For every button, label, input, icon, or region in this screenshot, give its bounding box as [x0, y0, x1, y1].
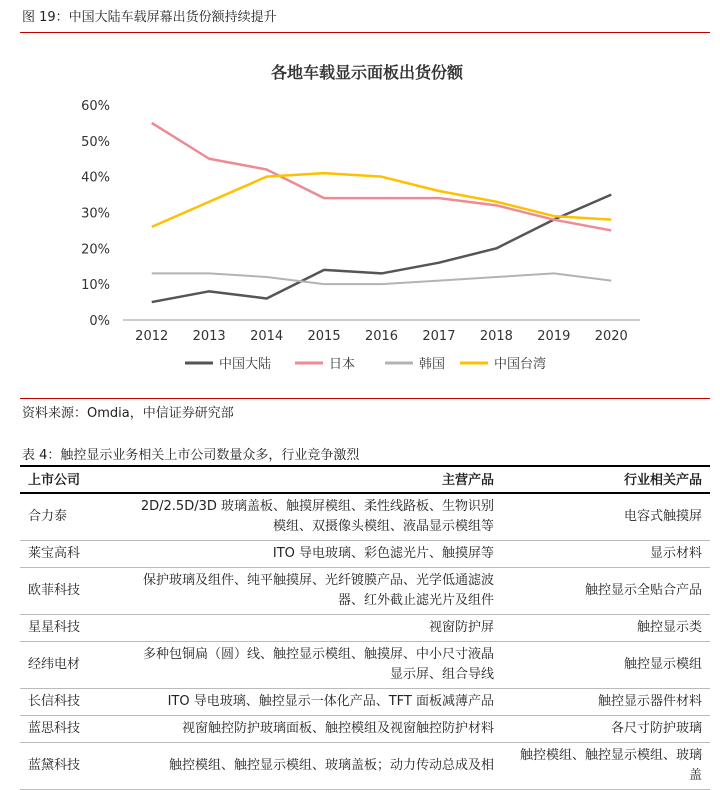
series-line [152, 273, 612, 284]
figure-source: 资料来源：Omdia，中信证券研究部 [22, 406, 234, 421]
table-row [20, 689, 710, 716]
legend-label: 中国台湾 [494, 357, 547, 372]
table-row [20, 642, 710, 689]
x-tick-label: 2014 [250, 329, 284, 344]
legend-label: 中国大陆 [219, 357, 272, 372]
y-tick-label: 0% [89, 314, 110, 329]
x-tick-label: 2020 [594, 329, 628, 344]
related-cell: 触控模组、触控显示模组、玻璃盖 [502, 743, 710, 790]
table-row [20, 493, 710, 541]
related-cell: 各尺寸防护玻璃 [502, 716, 710, 743]
caption-rule [20, 32, 710, 33]
x-tick-label: 2017 [422, 329, 456, 344]
x-tick-label: 2016 [364, 329, 399, 344]
products-cell: 触控模组、触控显示模组、玻璃盖板；动力传动总成及相 [126, 743, 502, 790]
company-cell: 长信科技 [20, 689, 126, 716]
related-cell: 触控显示全贴合产品 [502, 568, 710, 615]
company-cell: 莱宝高科 [20, 541, 126, 568]
x-tick-label: 2013 [192, 329, 226, 344]
table-row [20, 568, 710, 615]
related-cell: 触控显示类 [502, 615, 710, 642]
x-tick-label: 2019 [537, 329, 571, 344]
x-tick-label: 2012 [135, 329, 169, 344]
products-cell: 视窗触控防护玻璃面板、触控模组及视窗触控防护材料 [126, 716, 502, 743]
table-row [20, 615, 710, 642]
y-tick-label: 60% [81, 99, 110, 114]
products-cell: 保护玻璃及组件、纯平触摸屏、光纤镀膜产品、光学低通滤波器、红外截止滤光片及组件 [126, 568, 502, 615]
source-rule [20, 398, 710, 399]
series-line [152, 195, 612, 302]
table-row [20, 716, 710, 743]
company-table [20, 464, 710, 790]
company-cell: 合力泰 [20, 493, 126, 541]
y-tick-label: 10% [81, 278, 110, 294]
legend-label: 日本 [329, 357, 356, 372]
y-tick-label: 50% [81, 134, 110, 150]
table-caption: 表 4：触控显示业务相关上市公司数量众多，行业竞争激烈 [22, 448, 360, 463]
company-cell: 星星科技 [20, 615, 126, 642]
related-cell: 电容式触摸屏 [502, 493, 710, 541]
series-line [152, 173, 612, 227]
chart-title: 各地车载显示面板出货份额 [270, 63, 464, 82]
company-cell: 经纬电材 [20, 642, 126, 689]
products-cell: 2D/2.5D/3D 玻璃盖板、触摸屏模组、柔性线路板、生物识别模组、双摄像头模组、液晶显示模组等 [126, 493, 502, 541]
company-cell: 蓝思科技 [20, 716, 126, 743]
products-cell: 视窗防护屏 [126, 615, 502, 642]
share-line-chart [0, 50, 720, 400]
y-tick-label: 30% [81, 206, 110, 222]
y-tick-label: 20% [81, 242, 110, 258]
header-related: 行业相关产品 [502, 464, 710, 493]
related-cell: 触控显示模组 [502, 642, 710, 689]
figure-caption: 图 19：中国大陆车载屏幕出货份额持续提升 [22, 10, 277, 25]
company-cell: 欧菲科技 [20, 568, 126, 615]
products-cell: 多种包铜扁（圆）线、触控显示模组、触摸屏、中小尺寸液晶显示屏、组合导线 [126, 642, 502, 689]
products-cell: ITO 导电玻璃、彩色滤光片、触摸屏等 [126, 541, 502, 568]
products-cell: ITO 导电玻璃、触控显示一体化产品、TFT 面板减薄产品 [126, 689, 502, 716]
y-tick-label: 40% [81, 170, 110, 186]
x-tick-label: 2018 [479, 329, 513, 344]
table-row [20, 743, 710, 790]
company-cell: 蓝黛科技 [20, 743, 126, 790]
related-cell: 触控显示器件材料 [502, 689, 710, 716]
x-tick-label: 2015 [307, 329, 341, 344]
table-row [20, 541, 710, 568]
related-cell: 显示材料 [502, 541, 710, 568]
header-products: 主营产品 [126, 464, 502, 493]
legend-label: 韩国 [419, 357, 446, 372]
header-company: 上市公司 [20, 464, 126, 493]
